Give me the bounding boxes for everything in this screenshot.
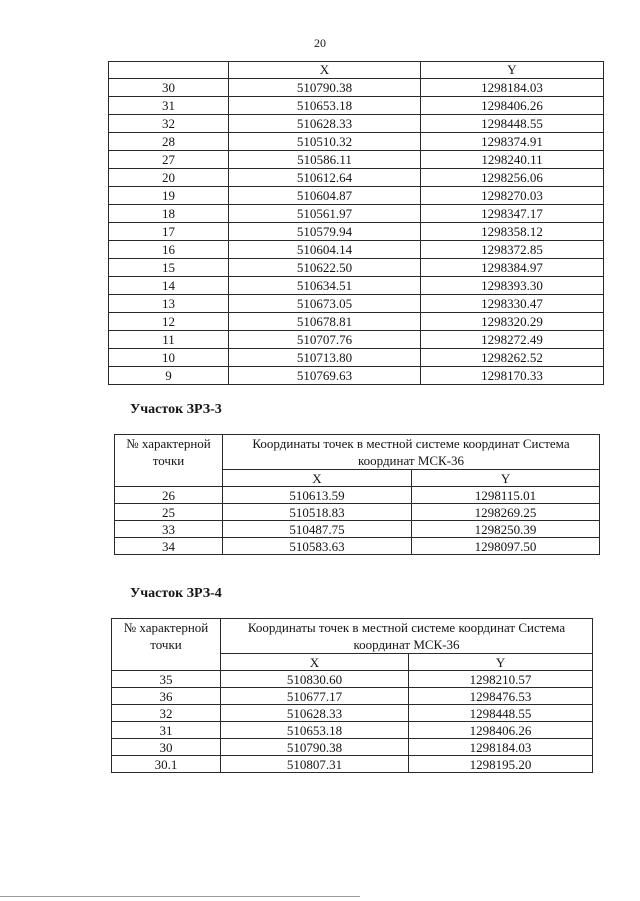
y-coordinate-cell: 1298269.25 xyxy=(412,504,600,521)
coordinates-table-zrz3 xyxy=(114,434,600,555)
x-coordinate-cell: 510790.38 xyxy=(221,739,409,756)
y-column-header: Y xyxy=(409,654,593,671)
x-column-header: X xyxy=(223,470,412,487)
y-coordinate-cell: 1298358.12 xyxy=(421,223,604,241)
point-number-cell: 10 xyxy=(109,349,229,367)
y-coordinate-cell: 1298262.52 xyxy=(421,349,604,367)
x-coordinate-cell: 510579.94 xyxy=(229,223,421,241)
table-row xyxy=(109,367,604,385)
point-number-cell: 32 xyxy=(109,115,229,133)
x-coordinate-cell: 510604.87 xyxy=(229,187,421,205)
y-coordinate-cell: 1298320.29 xyxy=(421,313,604,331)
table-row xyxy=(115,521,600,538)
point-number-cell: 12 xyxy=(109,313,229,331)
table-row xyxy=(109,259,604,277)
table-row xyxy=(109,187,604,205)
x-coordinate-cell: 510628.33 xyxy=(229,115,421,133)
y-column-header: Y xyxy=(421,62,604,79)
point-number-cell: 16 xyxy=(109,241,229,259)
table-row xyxy=(109,241,604,259)
x-coordinate-cell: 510677.17 xyxy=(221,688,409,705)
coordinates-header: Координаты точек в местной системе координат Система координат МСК-36 xyxy=(221,619,593,654)
table-row xyxy=(115,487,600,504)
point-number-header: № характерной точки xyxy=(115,435,223,487)
point-number-cell: 15 xyxy=(109,259,229,277)
x-coordinate-cell: 510622.50 xyxy=(229,259,421,277)
x-coordinate-cell: 510678.81 xyxy=(229,313,421,331)
table-row xyxy=(112,722,593,739)
table-body xyxy=(115,487,600,555)
point-number-header: № характерной точки xyxy=(112,619,221,671)
x-coordinate-cell: 510707.76 xyxy=(229,331,421,349)
point-number-cell: 19 xyxy=(109,187,229,205)
footer-divider xyxy=(0,896,360,897)
table-row xyxy=(109,79,604,97)
point-number-cell: 25 xyxy=(115,504,223,521)
y-coordinate-cell: 1298115.01 xyxy=(412,487,600,504)
y-coordinate-cell: 1298184.03 xyxy=(421,79,604,97)
y-coordinate-cell: 1298374.91 xyxy=(421,133,604,151)
y-coordinate-cell: 1298476.53 xyxy=(409,688,593,705)
table-row xyxy=(112,688,593,705)
point-number-cell: 31 xyxy=(112,722,221,739)
y-coordinate-cell: 1298240.11 xyxy=(421,151,604,169)
point-number-cell: 9 xyxy=(109,367,229,385)
x-column-header: X xyxy=(229,62,421,79)
x-coordinate-cell: 510653.18 xyxy=(221,722,409,739)
x-coordinate-cell: 510713.80 xyxy=(229,349,421,367)
point-number-cell: 30.1 xyxy=(112,756,221,773)
table-row xyxy=(109,349,604,367)
table-row xyxy=(115,504,600,521)
point-number-cell: 33 xyxy=(115,521,223,538)
x-coordinate-cell: 510604.14 xyxy=(229,241,421,259)
x-column-header: X xyxy=(221,654,409,671)
y-coordinate-cell: 1298210.57 xyxy=(409,671,593,688)
x-coordinate-cell: 510510.32 xyxy=(229,133,421,151)
x-coordinate-cell: 510769.63 xyxy=(229,367,421,385)
table-row xyxy=(112,671,593,688)
point-number-cell: 34 xyxy=(115,538,223,555)
x-coordinate-cell: 510673.05 xyxy=(229,295,421,313)
point-number-cell: 30 xyxy=(112,739,221,756)
point-column-header xyxy=(109,62,229,79)
table-row xyxy=(112,756,593,773)
table-row xyxy=(109,115,604,133)
table-body xyxy=(109,79,604,385)
y-coordinate-cell: 1298184.03 xyxy=(409,739,593,756)
point-number-cell: 36 xyxy=(112,688,221,705)
y-coordinate-cell: 1298406.26 xyxy=(409,722,593,739)
coordinates-table-zrz4 xyxy=(111,618,593,773)
x-coordinate-cell: 510830.60 xyxy=(221,671,409,688)
y-coordinate-cell: 1298330.47 xyxy=(421,295,604,313)
x-coordinate-cell: 510790.38 xyxy=(229,79,421,97)
x-coordinate-cell: 510653.18 xyxy=(229,97,421,115)
y-coordinate-cell: 1298195.20 xyxy=(409,756,593,773)
y-coordinate-cell: 1298170.33 xyxy=(421,367,604,385)
table-row xyxy=(109,133,604,151)
table-row xyxy=(112,739,593,756)
point-number-cell: 13 xyxy=(109,295,229,313)
point-number-cell: 20 xyxy=(109,169,229,187)
x-coordinate-cell: 510612.64 xyxy=(229,169,421,187)
coordinates-header: Координаты точек в местной системе координат Система координат МСК-36 xyxy=(223,435,600,470)
y-coordinate-cell: 1298250.39 xyxy=(412,521,600,538)
x-coordinate-cell: 510613.59 xyxy=(223,487,412,504)
point-number-cell: 11 xyxy=(109,331,229,349)
y-coordinate-cell: 1298256.06 xyxy=(421,169,604,187)
page-number: 20 xyxy=(314,36,326,50)
table-row xyxy=(109,295,604,313)
x-coordinate-cell: 510634.51 xyxy=(229,277,421,295)
table-row xyxy=(109,169,604,187)
table-row xyxy=(109,97,604,115)
table-row xyxy=(109,151,604,169)
y-coordinate-cell: 1298347.17 xyxy=(421,205,604,223)
point-number-cell: 35 xyxy=(112,671,221,688)
point-number-cell: 17 xyxy=(109,223,229,241)
y-coordinate-cell: 1298448.55 xyxy=(409,705,593,722)
table-row xyxy=(109,313,604,331)
table-row xyxy=(115,538,600,555)
point-number-cell: 27 xyxy=(109,151,229,169)
x-coordinate-cell: 510807.31 xyxy=(221,756,409,773)
point-number-cell: 26 xyxy=(115,487,223,504)
x-coordinate-cell: 510628.33 xyxy=(221,705,409,722)
y-coordinate-cell: 1298393.30 xyxy=(421,277,604,295)
point-number-cell: 30 xyxy=(109,79,229,97)
point-number-cell: 28 xyxy=(109,133,229,151)
y-column-header: Y xyxy=(412,470,600,487)
y-coordinate-cell: 1298272.49 xyxy=(421,331,604,349)
coordinates-table-continued xyxy=(108,61,604,385)
table-body xyxy=(112,671,593,773)
section-title-zrz3: Участок ЗРЗ-3 xyxy=(130,402,222,417)
y-coordinate-cell: 1298448.55 xyxy=(421,115,604,133)
table-row xyxy=(112,705,593,722)
table-row xyxy=(109,277,604,295)
table-row xyxy=(109,205,604,223)
x-coordinate-cell: 510561.97 xyxy=(229,205,421,223)
x-coordinate-cell: 510518.83 xyxy=(223,504,412,521)
x-coordinate-cell: 510586.11 xyxy=(229,151,421,169)
table-row xyxy=(109,331,604,349)
y-coordinate-cell: 1298097.50 xyxy=(412,538,600,555)
x-coordinate-cell: 510583.63 xyxy=(223,538,412,555)
table-row xyxy=(109,223,604,241)
point-number-cell: 32 xyxy=(112,705,221,722)
y-coordinate-cell: 1298406.26 xyxy=(421,97,604,115)
y-coordinate-cell: 1298270.03 xyxy=(421,187,604,205)
point-number-cell: 18 xyxy=(109,205,229,223)
section-title-zrz4: Участок ЗРЗ-4 xyxy=(130,586,222,601)
y-coordinate-cell: 1298384.97 xyxy=(421,259,604,277)
point-number-cell: 31 xyxy=(109,97,229,115)
point-number-cell: 14 xyxy=(109,277,229,295)
y-coordinate-cell: 1298372.85 xyxy=(421,241,604,259)
x-coordinate-cell: 510487.75 xyxy=(223,521,412,538)
